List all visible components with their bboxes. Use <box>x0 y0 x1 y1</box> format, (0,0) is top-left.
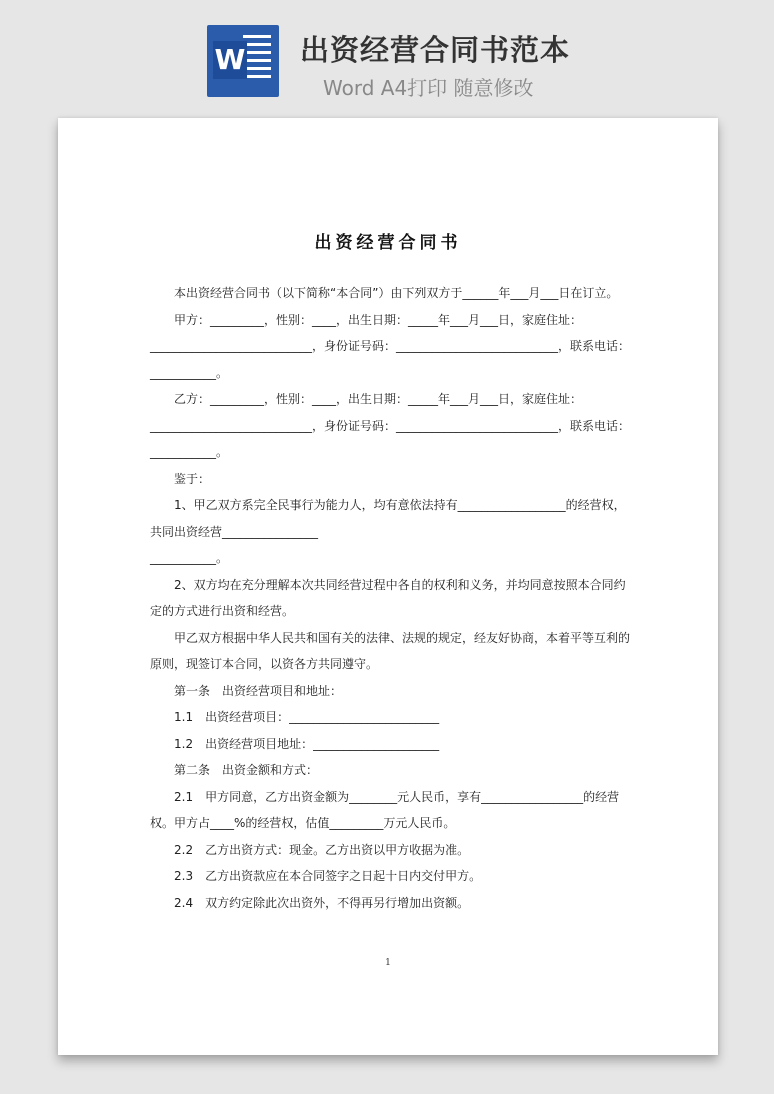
page-number: 1 <box>385 958 391 968</box>
header-banner <box>0 0 774 118</box>
clause: 2.3 乙方出资款应在本合同签字之日起十日内交付甲方。 <box>174 869 482 883</box>
paragraph: 1、甲乙双方系完全民事行为能力人，均有意依法持有__________________的经营权，共同出资经营________________ <box>150 498 626 539</box>
banner-title: 出资经营合同书范本 <box>300 33 571 67</box>
paragraph: ___________。 <box>150 551 229 565</box>
clause: 2.4 双方约定除此次出资外，不得再另行增加出资额。 <box>174 895 470 910</box>
paragraph: 甲乙双方根据中华人民共和国有关的法律、法规的规定，经友好协商，本着平等互利的原则，现签订本合同，以资各方共同遵守。 <box>150 630 631 671</box>
clause: 1.1 出资经营项目：_________________________ <box>174 710 440 724</box>
word-doc-icon <box>207 25 279 97</box>
clause: 2.1 甲方同意，乙方出资金额为________元人民币，享有_________________的经营权。甲方占____%的经营权，估值_________万元人民币。 <box>150 789 620 830</box>
paragraph: 甲方：_________，性别：____，出生日期：_____年___月___日，家庭住址：___________________________，身份证号码：___________________________，联系电话：___________。 <box>150 312 631 380</box>
document-page <box>58 118 718 1055</box>
banner-subtitle: Word A4打印 随意修改 <box>323 76 534 100</box>
paragraph: 鉴于： <box>174 471 211 486</box>
clause: 2.2 乙方出资方式：现金。乙方出资以甲方收据为准。 <box>174 842 470 857</box>
paragraph: 乙方：_________，性别：____，出生日期：_____年___月___日，家庭住址：___________________________，身份证号码：___________________________，联系电话：___________。 <box>150 392 631 459</box>
paragraph: 本出资经营合同书（以下简称“本合同”）由下列双方于______年___月___日在订立。 <box>174 286 619 300</box>
document-body <box>150 280 630 916</box>
document-lines-icon <box>243 35 271 83</box>
section-heading: 第二条 出资金额和方式： <box>174 763 319 777</box>
word-letter-icon: W <box>213 41 247 79</box>
section-heading: 第一条 出资经营项目和地址： <box>174 683 343 698</box>
paragraph: 2、双方均在充分理解本次共同经营过程中各自的权利和义务，并均同意按照本合同约定的方式进行出资和经营。 <box>150 577 626 618</box>
document-title: 出资经营合同书 <box>314 233 462 253</box>
clause: 1.2 出资经营项目地址：_____________________ <box>174 736 440 751</box>
